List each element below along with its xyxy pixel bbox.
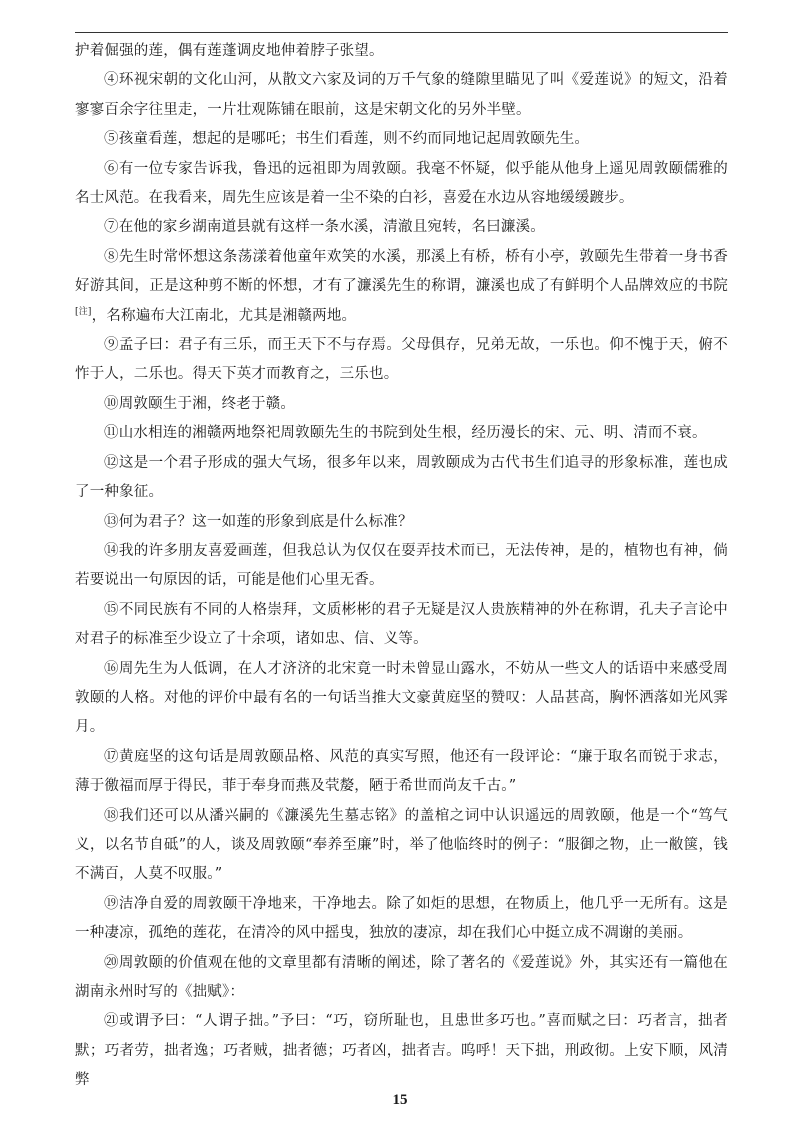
article-body (75, 37, 728, 1096)
paragraph-12: ⑫这是一个君子形成的强大气场，很多年以来，周敦颐成为古代书生们追寻的形象标准，莲也成了一种象征。 (75, 454, 728, 501)
paragraph-4: ④环视宋朝的文化山河，从散文六家及词的万千气象的缝隙里瞄见了叫《爱莲说》的短文，沿着寥寥百余字往里走，一片壮观陈铺在眼前，这是宋朝文化的另外半壁。 (75, 72, 728, 118)
paragraph-13: ⑬何为君子？这一如莲的形象到底是什么标准？ (104, 513, 413, 530)
paragraph-6: ⑥有一位专家告诉我，鲁迅的远祖即为周敦颐。我毫不怀疑，似乎能从他身上遥见周敦颐儒雅的名士风范。在我看来，周先生应该是着一尘不染的白衫，喜爱在水边从容地缓缓踱步。 (75, 160, 728, 207)
paragraph-7: ⑦在他的家乡湖南道县就有这样一条水溪，清澈且宛转，名曰濂溪。 (104, 219, 545, 236)
paragraph-5: ⑤孩童看莲，想起的是哪吒；书生们看莲，则不约而同地记起周敦颐先生。 (104, 131, 590, 148)
paragraph-10: ⑩周敦颐生于湘，终老于赣。 (104, 395, 296, 412)
paragraph-8-text: ⑧先生时常怀想这条荡漾着他童年欢笑的水溪，那溪上有桥，桥有小亭，敦颐先生带着一身书香好游其间，正是这种剪不断的怀想，才有了濂溪先生的称谓，濂溪也成了有鲜明个人品牌效应的书院 (75, 248, 728, 295)
paragraph-18: ⑱我们还可以从潘兴嗣的《濂溪先生墓志铭》的盖棺之词中认识遥远的周敦颐，他是一个“笃气义，以名节自砥”的人，谈及周敦颐“奉养至廉”时，举了他临终时的例子：“服御之物，止一敝箧，钱不满百，人莫不叹服。” (75, 807, 728, 883)
paragraph-19: ⑲洁净自爱的周敦颐干净地来，干净地去。除了如炬的思想，在物质上，他几乎一无所有。这是一种凄凉，孤绝的莲花，在清冷的风中摇曳，独放的凄凉，却在我们心中挺立成不凋谢的美丽。 (75, 895, 728, 942)
paragraph-3-end: 护着倔强的莲，偶有莲蓬调皮地伸着脖子张望。 (75, 43, 384, 59)
paragraph-17: ⑰黄庭坚的这句话是周敦颐品格、风范的真实写照，他还有一段评论：“廉于取名而锐于求志，薄于徼福而厚于得民，菲于奉身而燕及茕嫠，陋于希世而尚友千古。” (75, 748, 728, 795)
paragraph-8-tail: ，名称遍布大江南北，尤其是湘赣两地。 (91, 307, 357, 324)
footnote-marker: [注] (75, 306, 92, 317)
paragraph-11: ⑪山水相连的湘赣两地祭祀周敦颐先生的书院到处生根，经历漫长的宋、元、明、清而不衰。 (104, 425, 707, 442)
header-rule (75, 32, 728, 33)
page-number: 15 (392, 1092, 408, 1108)
paragraph-8 (75, 243, 728, 331)
paragraph-21: ㉑或谓予曰：“人谓子拙。”予曰：“巧，窃所耻也，且患世多巧也。”喜而赋之曰：巧者言，拙者默；巧者劳，拙者逸；巧者贼，拙者德；巧者凶，拙者吉。呜呼！天下拙，刑政彻。上安下顺，风清弊 (75, 1013, 728, 1089)
paragraph-15: ⑮不同民族有不同的人格崇拜，文质彬彬的君子无疑是汉人贵族精神的外在称谓，孔夫子言论中对君子的标准至少设立了十余项，诸如忠、信、义等。 (75, 601, 728, 648)
paragraph-9: ⑨孟子曰：君子有三乐，而王天下不与存焉。父母俱存，兄弟无故，一乐也。仰不愧于天，俯不怍于人，二乐也。得天下英才而教育之，三乐也。 (75, 337, 728, 383)
paragraph-16: ⑯周先生为人低调，在人才济济的北宋竟一时未曾显山露水，不妨从一些文人的话语中来感受周敦颐的人格。对他的评价中最有名的一句话当推大文豪黄庭坚的赞叹：人品甚高，胸怀洒落如光风霁月。 (75, 660, 728, 736)
paragraph-20: ⑳周敦颐的价值观在他的文章里都有清晰的阐述，除了著名的《爱莲说》外，其实还有一篇他在湖南永州时写的《拙赋》： (75, 954, 728, 1000)
paragraph-14: ⑭我的许多朋友喜爱画莲，但我总认为仅仅在耍弄技术而已，无法传神，是的，植物也有神，倘若要说出一句原因的话，可能是他们心里无香。 (75, 542, 728, 589)
